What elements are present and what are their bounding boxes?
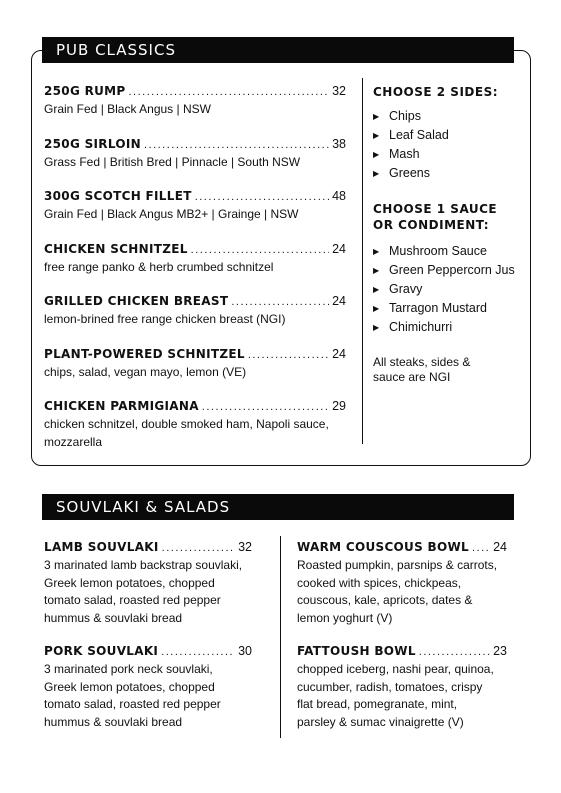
item-price: 29	[332, 399, 346, 413]
menu-item	[297, 643, 507, 731]
pub-classics-items	[44, 83, 346, 451]
item-name: CHICKEN PARMIGIANA	[44, 399, 199, 413]
side-option: Leaf Salad	[389, 128, 449, 142]
ngi-note: sauce are NGI	[373, 370, 451, 384]
list-item	[373, 299, 523, 318]
dot-leader	[162, 540, 235, 557]
menu-item	[297, 539, 507, 627]
menu-item	[44, 136, 346, 172]
menu-item	[44, 188, 346, 224]
dot-leader	[144, 137, 329, 154]
item-description: chopped iceberg, nashi pear, quinoa,	[297, 662, 494, 676]
side-option: Greens	[389, 166, 430, 180]
item-description: Greek lemon potatoes, chopped	[44, 679, 215, 694]
list-item	[373, 107, 523, 126]
list-item	[373, 261, 523, 280]
item-name: FATTOUSH BOWL	[297, 644, 416, 658]
item-price: 24	[332, 241, 346, 256]
ngi-note: All steaks, sides &	[373, 355, 471, 369]
item-price: 24	[493, 540, 507, 554]
list-item	[373, 126, 523, 145]
item-name: CHICKEN SCHNITZEL	[44, 241, 188, 256]
sauce-option: Tarragon Mustard	[389, 301, 487, 315]
souvlaki-left-column	[44, 539, 252, 731]
salads-right-column	[297, 539, 507, 731]
item-description: cucumber, radish, tomatoes, crispy	[297, 679, 483, 694]
dot-leader	[419, 644, 490, 661]
triangle-bullet-icon: ▶	[373, 169, 380, 178]
item-name: 300G SCOTCH FILLET	[44, 189, 192, 203]
item-description: couscous, kale, apricots, dates &	[297, 593, 473, 607]
item-description: Grain Fed | Black Angus MB2+ | Grainge | NSW	[44, 207, 299, 221]
item-description: lemon-brined free range chicken breast (NGI)	[44, 312, 286, 326]
item-description: free range panko & herb crumbed schnitzel	[44, 259, 274, 274]
triangle-bullet-icon: ▶	[373, 112, 380, 121]
sauce-option: Mushroom Sauce	[389, 244, 487, 258]
list-item	[373, 164, 523, 183]
item-name: PORK SOUVLAKI	[44, 644, 159, 658]
sides-heading: CHOOSE 2 SIDES:	[373, 85, 499, 99]
item-description: cooked with spices, chickpeas,	[297, 575, 462, 590]
sides-list	[373, 107, 523, 183]
item-description: chicken schnitzel, double smoked ham, Napoli sauce,	[44, 417, 329, 431]
list-item	[373, 242, 523, 261]
sauce-heading: CHOOSE 1 SAUCE	[373, 202, 498, 216]
triangle-bullet-icon: ▶	[373, 285, 380, 294]
item-description: flat bread, pomegranate, mint,	[297, 697, 458, 711]
item-description: Roasted pumpkin, parsnips & carrots,	[297, 558, 498, 572]
dot-leader	[248, 347, 329, 364]
dot-leader	[472, 540, 490, 557]
column-divider	[362, 78, 363, 444]
souvlaki-salads-header: SOUVLAKI & SALADS	[42, 494, 514, 520]
triangle-bullet-icon: ▶	[373, 304, 380, 313]
menu-item	[44, 346, 346, 382]
menu-item	[44, 293, 346, 329]
item-description: Grain Fed | Black Angus | NSW	[44, 102, 211, 116]
item-description: lemon yoghurt (V)	[297, 610, 393, 625]
item-name: PLANT-POWERED SCHNITZEL	[44, 346, 245, 361]
item-name: 250G RUMP	[44, 84, 126, 98]
sauce-option: Chimichurri	[389, 320, 453, 334]
item-description: tomato salad, roasted red pepper	[44, 593, 221, 607]
item-description: hummus & souvlaki bread	[44, 610, 183, 625]
item-description: 3 marinated lamb backstrap souvlaki,	[44, 558, 243, 572]
item-price: 48	[332, 189, 346, 203]
item-price: 24	[332, 294, 346, 308]
dot-leader	[202, 399, 329, 416]
triangle-bullet-icon: ▶	[373, 150, 380, 159]
item-name: LAMB SOUVLAKI	[44, 540, 159, 554]
dot-leader	[195, 189, 329, 206]
dot-leader	[191, 242, 329, 259]
options-panel	[373, 84, 523, 385]
item-description: chips, salad, vegan mayo, lemon (VE)	[44, 364, 247, 379]
item-price: 32	[238, 540, 252, 554]
item-price: 38	[332, 136, 346, 151]
side-option: Chips	[389, 109, 421, 123]
item-description: Greek lemon potatoes, chopped	[44, 575, 215, 590]
menu-item	[44, 241, 346, 277]
sauce-heading: OR CONDIMENT:	[373, 218, 490, 232]
dot-leader	[161, 644, 235, 661]
item-description: tomato salad, roasted red pepper	[44, 697, 221, 711]
triangle-bullet-icon: ▶	[373, 131, 380, 140]
list-item	[373, 145, 523, 164]
item-price: 24	[332, 346, 346, 361]
sauces-list	[373, 242, 523, 337]
menu-item	[44, 398, 346, 451]
dot-leader	[129, 84, 330, 101]
sauce-option: Gravy	[389, 282, 423, 296]
item-price: 23	[493, 644, 507, 658]
item-name: GRILLED CHICKEN BREAST	[44, 294, 229, 308]
triangle-bullet-icon: ▶	[373, 323, 380, 332]
item-description: 3 marinated pork neck souvlaki,	[44, 662, 213, 676]
list-item	[373, 280, 523, 299]
item-price: 32	[332, 84, 346, 98]
pub-classics-header: PUB CLASSICS	[42, 37, 514, 63]
item-description: mozzarella	[44, 434, 103, 449]
menu-item	[44, 83, 346, 119]
triangle-bullet-icon: ▶	[373, 266, 380, 275]
menu-item	[44, 539, 252, 627]
menu-item	[44, 643, 252, 731]
item-description: parsley & sumac vinaigrette (V)	[297, 714, 464, 729]
column-divider	[280, 536, 281, 738]
item-price: 30	[238, 644, 252, 658]
sauce-option: Green Peppercorn Jus	[389, 263, 515, 277]
item-name: 250G SIRLOIN	[44, 136, 141, 151]
item-description: Grass Fed | British Bred | Pinnacle | South NSW	[44, 154, 301, 169]
side-option: Mash	[389, 147, 420, 161]
item-description: hummus & souvlaki bread	[44, 714, 183, 729]
dot-leader	[231, 294, 329, 311]
item-name: WARM COUSCOUS BOWL	[297, 540, 469, 554]
list-item	[373, 318, 523, 337]
triangle-bullet-icon: ▶	[373, 247, 380, 256]
